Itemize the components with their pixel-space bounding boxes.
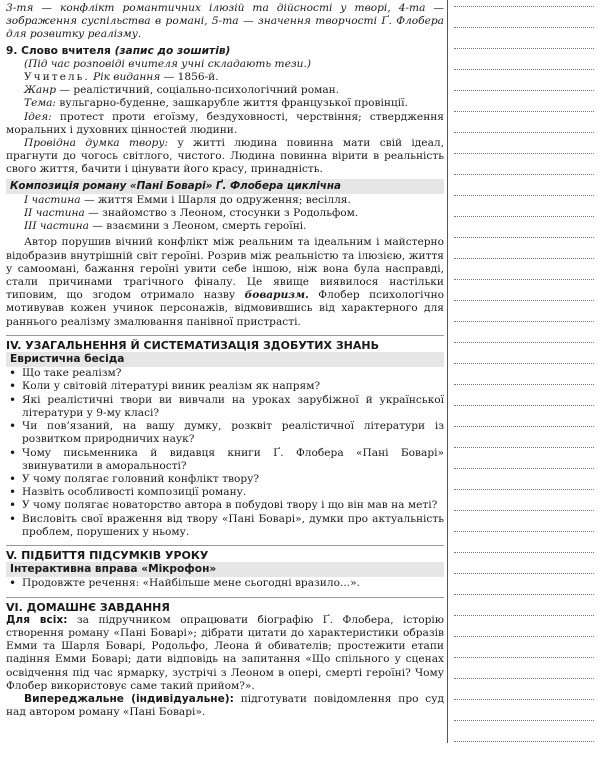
- notes-lines: [454, 6, 594, 762]
- homework-all: [6, 614, 444, 693]
- part-1-label: I частина: [24, 193, 81, 206]
- year-value: — 1856-й.: [163, 71, 219, 84]
- composition-box: Композиція роману «Пані Боварі» Ґ. Флобера циклічна: [6, 179, 444, 194]
- section9-note: (Під час розповіді вчителя учні складають тези.): [24, 57, 311, 70]
- list-item: • У чому полягає новаторство автора в побудові твору і що він мав на меті?: [6, 499, 444, 512]
- part-2-text: — знайомство з Леоном, стосунки з Родольфом.: [88, 207, 359, 220]
- genre-line: [6, 84, 444, 97]
- teacher-label: Учитель.: [24, 71, 90, 84]
- genre-label: Жанр: [24, 84, 56, 97]
- homework-all-label: Для всіх:: [6, 613, 68, 626]
- section5-heading: V. ПІДБИТТЯ ПІДСУМКІВ УРОКУ: [6, 545, 444, 562]
- list-item: • Коли у світовій літературі виник реалізм як напрям?: [6, 380, 444, 393]
- margin-divider: [447, 0, 448, 743]
- theme-line: [6, 97, 444, 110]
- section9-title: 9. Слово вчителя: [6, 44, 111, 57]
- homework-advanced-text: підготувати повідомлення про суд над автором роману «Пані Боварі».: [6, 692, 444, 719]
- idea-line: [6, 111, 444, 137]
- part-2-label: II частина: [24, 207, 85, 220]
- section4-subheading: Евристична бесіда: [6, 352, 444, 367]
- idea-value: протест проти егоїзму, бездуховності, черствіння; ствердження моральних і духовних цінностей людини.: [6, 110, 444, 136]
- homework-advanced: [6, 693, 444, 719]
- leading-line: [6, 137, 444, 177]
- list-item: • Висловіть свої враження від твору «Пані Боварі», думки про актуальність проблем, порушених у ньому.: [6, 513, 444, 539]
- section5-subheading: Інтерактивна вправа «Мікрофон»: [6, 562, 444, 577]
- bovarism-term: боваризм.: [244, 289, 309, 302]
- list-item: • Чи пов’язаний, на вашу думку, розквіт реалістичної літератури із розвитком природничих наук?: [6, 420, 444, 446]
- part-3-label: III частина: [24, 220, 89, 233]
- part-3-text: — взаємини з Леоном, смерть героїні.: [92, 220, 307, 233]
- part-3: [6, 220, 444, 233]
- question-list: [6, 367, 444, 539]
- section4-heading: IV. УЗАГАЛЬНЕННЯ Й СИСТЕМАТИЗАЦІЯ ЗДОБУТИХ ЗНАНЬ: [6, 335, 444, 352]
- part-1: [6, 194, 444, 207]
- homework-advanced-label: Випереджальне (індивідуальне):: [24, 692, 234, 705]
- leading-label: Провідна думка твору:: [24, 137, 169, 150]
- theme-label: Тема:: [24, 97, 57, 110]
- author-paragraph-a: Автор порушив вічний конфлікт між реальним та ідеальним і майстерно відобразив внутрішній світ героїні. Розрив між реальністю та ілюзією, життя у самоомані, бажання героїні увити себе іншою, ніж вона була насправді, стали причинами трагічного фіналу. Це явище виявилося настільки типовим, що згодом отримало назву: [6, 236, 444, 302]
- homework-all-text: за підручником опрацювати біографію Ґ. Флобера, історію створення роману «Пані Боварі»; дібрати цитати до характеристики образів Емми та Шарля Боварі, Родольфо, Леона й обивателів; простежити етапи падіння Емми Боварі; дати відповідь на запитання «Що спільного у сценах освідчення під час ярмарку, зустрічі з Леоном в опері, смерті героїні? Чому Флобер використовує саме такий прийом?».: [6, 613, 444, 692]
- main-text-column: [6, 2, 444, 719]
- section9-heading: [6, 45, 444, 58]
- part-2: [6, 207, 444, 220]
- list-item: • Чому письменника й видавця книги Ґ. Флобера «Пані Боварі» звинуватили в аморальності?: [6, 447, 444, 473]
- intro-line: 3-тя — конфлікт романтичних ілюзій та дійсності у творі, 4-та — зображення суспільства в романі, 5-та — значення творчості Ґ. Флобера для розвитку реалізму.: [6, 2, 444, 41]
- author-paragraph: [6, 236, 444, 328]
- section6-heading: VI. ДОМАШНЄ ЗАВДАННЯ: [6, 597, 444, 614]
- leading-value: у житті людина повинна мати свій ідеал, прагнути до чогось світлого, чистого. Людина повинна вірити в реальність свого життя, бачити і цінувати його красу, принадність.: [6, 137, 444, 176]
- list-item: • У чому полягає головний конфлікт твору?: [6, 473, 444, 486]
- year-label: Рік видання: [93, 71, 161, 84]
- part-1-text: — життя Емми і Шарля до одруження; весілля.: [83, 193, 351, 206]
- list-item: • Які реалістичні твори ви вивчали на уроках зарубіжної й української літератури у 9-му класі?: [6, 394, 444, 420]
- microphone-item: • Продовжте речення: «Найбільше мене сьогодні вразило...».: [6, 577, 444, 590]
- genre-value: — реалістичний, соціально-психологічний роман.: [59, 84, 340, 97]
- list-item: • Назвіть особливості композиції роману.: [6, 486, 444, 499]
- theme-value: вульгарно-буденне, зашкарубле життя французької провінції.: [59, 97, 408, 110]
- list-item: • Що таке реалізм?: [6, 367, 444, 380]
- year-line: [6, 71, 444, 84]
- idea-label: Ідея:: [24, 110, 52, 123]
- author-paragraph-end: Флобер психологічно мотивував кожен учинок персонажів, відмовившись від характерного для раннього реалізму змалювання панівної пристрасті.: [6, 289, 445, 328]
- section9-title-note: (запис до зошитів): [114, 44, 231, 57]
